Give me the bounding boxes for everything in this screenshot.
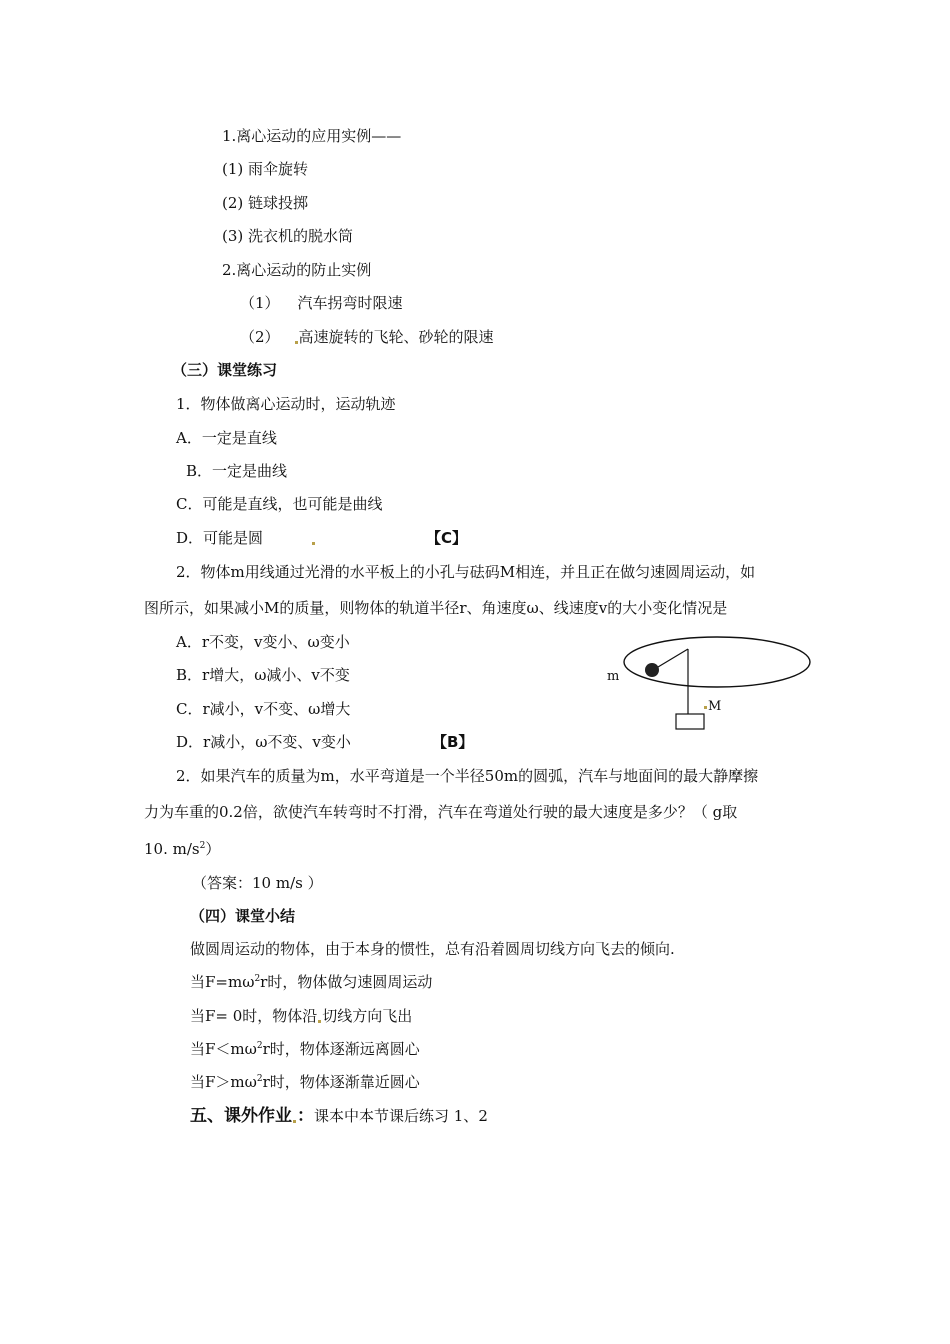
homework-label: 五、课外作业 xyxy=(190,1106,292,1126)
mark-dot xyxy=(312,542,315,545)
summary-case-3: 当$F<m\omega^2r$时，物体逐渐远离圆心 xyxy=(190,1040,420,1058)
q1-option-a: A．一定是直线 xyxy=(176,429,277,447)
section-item-1-3: (3) 洗衣机的脱水筒 xyxy=(222,227,354,245)
section-item-1: 1.离心运动的应用实例—— xyxy=(222,127,402,145)
question-2-line-1: 2．物体m用线通过光滑的水平板上的小孔与砝码M相连，并且正在做匀速圆周运动，如 xyxy=(176,563,756,581)
q2-answer: 【B】 xyxy=(432,733,474,751)
item-text: 汽车拐弯时限速 xyxy=(297,294,403,312)
mark-dot-wrap xyxy=(311,528,316,548)
q3-answer: （答案：10 m/s ） xyxy=(192,874,323,892)
summary-case-4: 当$F>m\omega^2r$时，物体逐渐靠近圆心 xyxy=(190,1073,420,1091)
mass-M-block xyxy=(676,714,704,729)
question-3-line-2: 力为车重的0.2倍，欲使汽车转弯时不打滑，汽车在弯道处行驶的最大速度是多少？（ g取 xyxy=(144,803,738,821)
label-M: M xyxy=(708,699,722,714)
q1-option-b: B．一定是曲线 xyxy=(186,462,288,480)
practice-heading: （三）课堂练习 xyxy=(172,361,278,379)
summary-heading: （四）课堂小结 xyxy=(190,907,296,925)
label-m: m xyxy=(607,669,620,684)
item-number: （1） xyxy=(240,294,280,312)
homework-line: 五、课外作业 ：课本中本节课后练习 1、2 xyxy=(190,1106,488,1126)
mark-dot xyxy=(704,706,707,709)
mark-dot xyxy=(295,341,298,344)
section-item-1-1: (1) 雨伞旋转 xyxy=(222,160,309,178)
section-item-1-2: (2) 链球投掷 xyxy=(222,194,309,212)
homework-text: 课本中本节课后练习 1、2 xyxy=(314,1107,488,1125)
summary-paragraph: 做圆周运动的物体，由于本身的惯性，总有沿着圆周切线方向飞去的倾向. xyxy=(190,940,675,958)
question-2-line-2: 图所示，如果减小M的质量，则物体的轨道半径r、角速度ω、线速度v的大小变化情况是 xyxy=(144,599,728,617)
question-3-line-3: 10. $m/s^2$） xyxy=(144,840,221,858)
summary-case-1: 当$F=m\omega^2r$时，物体做匀速圆周运动 xyxy=(190,973,433,991)
summary-case-2: 当F= 0时，物体沿 切线方向飞出 xyxy=(190,1007,413,1025)
mark-dot xyxy=(293,1120,296,1123)
circular-motion-diagram xyxy=(600,630,815,740)
q2-option-b: B．r增大，ω减小、v不变 xyxy=(176,666,350,684)
section-item-2-2 xyxy=(240,327,494,347)
section-item-2-1 xyxy=(240,293,403,313)
q2-option-a: A．r不变，v变小、ω变小 xyxy=(176,633,350,651)
item-text: 高速旋转的飞轮、砂轮的限速 xyxy=(298,328,494,346)
q1-answer: 【C】 xyxy=(426,529,468,547)
q2-option-d: D．r减小，ω不变、v变小 xyxy=(176,733,351,751)
mark-dot xyxy=(318,1020,321,1023)
question-3-line-1: 2．如果汽车的质量为m，水平弯道是一个半径50m的圆弧，汽车与地面间的最大静摩擦 xyxy=(176,767,759,785)
question-1: 1．物体做离心运动时，运动轨迹 xyxy=(176,395,396,413)
q1-option-d: D．可能是圆 xyxy=(176,529,264,547)
mass-m-ball xyxy=(645,663,659,677)
q1-option-c: C．可能是直线，也可能是曲线 xyxy=(176,495,383,513)
q2-option-c: C．r减小，v不变、ω增大 xyxy=(176,700,351,718)
section-item-2: 2.离心运动的防止实例 xyxy=(222,261,372,279)
orbit-ellipse xyxy=(624,637,810,687)
item-number: （2） xyxy=(240,328,280,346)
